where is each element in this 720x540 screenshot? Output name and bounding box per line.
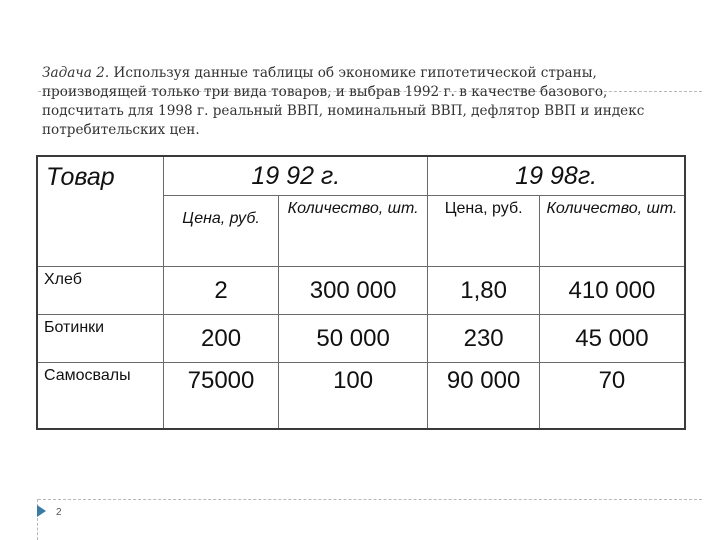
cell-boots-price-1992: 200 xyxy=(164,315,279,363)
column-header-year-1998: 19 98г. xyxy=(428,156,685,196)
table-row xyxy=(37,267,685,315)
table-row xyxy=(37,363,685,429)
row-label-dump-trucks: Самосвалы xyxy=(37,363,164,429)
column-header-item: Товар xyxy=(37,156,164,267)
cell-trucks-price-1998: 90 000 xyxy=(428,363,539,429)
cell-bread-quantity-1998: 410 000 xyxy=(539,267,685,315)
cell-bread-price-1992: 2 xyxy=(164,267,279,315)
table-row xyxy=(37,315,685,363)
cell-boots-quantity-1998: 45 000 xyxy=(539,315,685,363)
task-label: Задача 2. xyxy=(42,65,110,81)
column-header-year-1992: 19 92 г. xyxy=(164,156,428,196)
row-label-boots: Ботинки xyxy=(37,315,164,363)
data-table xyxy=(36,155,686,430)
task-text xyxy=(42,64,682,140)
task-body: Используя данные таблицы об экономике гипотетической страны, производящей только три вида товаров, и выбрав 1992 г. в качестве базового, подсчитать для 1998 г. реальный ВВП, номинальный ВВП, дефлятор ВВП и индекс потребительских цен. xyxy=(42,65,645,138)
bottom-divider xyxy=(38,499,702,500)
subheader-price-1992: Цена, руб. xyxy=(164,196,279,267)
cell-bread-price-1998: 1,80 xyxy=(428,267,539,315)
row-label-bread: Хлеб xyxy=(37,267,164,315)
play-arrow-icon xyxy=(37,505,46,517)
subheader-price-1998: Цена, руб. xyxy=(428,196,539,267)
page-number: 2 xyxy=(56,507,62,518)
cell-bread-quantity-1992: 300 000 xyxy=(278,267,428,315)
subheader-quantity-1998: Количество, шт. xyxy=(539,196,685,267)
subheader-quantity-1992: Количество, шт. xyxy=(278,196,428,267)
cell-trucks-quantity-1992: 100 xyxy=(278,363,428,429)
cell-boots-price-1998: 230 xyxy=(428,315,539,363)
cell-trucks-price-1992: 75000 xyxy=(164,363,279,429)
cell-boots-quantity-1992: 50 000 xyxy=(278,315,428,363)
cell-trucks-quantity-1998: 70 xyxy=(539,363,685,429)
table-header-row xyxy=(37,156,685,196)
